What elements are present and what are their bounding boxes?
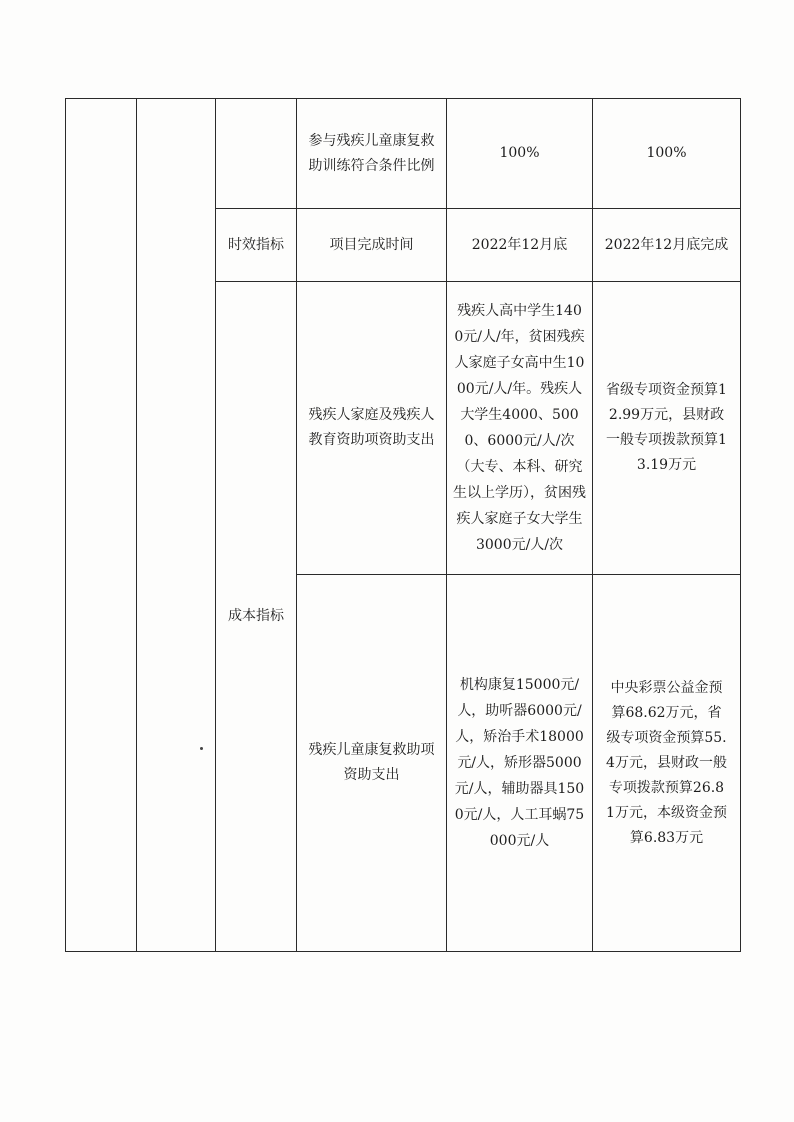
actual-value-cell: 100% [593,99,741,209]
category-cell: 时效指标 [216,209,297,282]
table-row [66,99,741,209]
indicator-name-cell: 残疾人家庭及残疾人教育资助项资助支出 [297,282,447,575]
actual-value-cell: 中央彩票公益金预算68.62万元，省级专项资金预算55.4万元，县财政一般专项拨款预算26.81万元，本级资金预算6.83万元 [593,575,741,952]
level2-cell [137,99,216,952]
actual-value-cell: 省级专项资金预算12.99万元，县财政一般专项拨款预算13.19万元 [593,282,741,575]
level3-cell [216,99,297,209]
indicator-name-cell: 参与残疾儿童康复救助训练符合条件比例 [297,99,447,209]
performance-indicator-table [65,98,741,952]
target-value-cell: 2022年12月底 [447,209,593,282]
indicator-name-cell: 项目完成时间 [297,209,447,282]
level1-cell [66,99,137,952]
target-value-cell: 100% [447,99,593,209]
target-value-cell: 残疾人高中学生1400元/人/年，贫困残疾人家庭子女高中生1000元/人/年。残疾人大学生4000、5000、6000元/人/次（大专、本科、研究生以上学历），贫困残疾人家庭子女大学生3000元/人/次 [447,282,593,575]
actual-value-cell: 2022年12月底完成 [593,209,741,282]
indicator-name-cell: 残疾儿童康复救助项资助支出 [297,575,447,952]
target-value-cell: 机构康复15000元/人，助听器6000元/人，矫治手术18000元/人，矫形器5000元/人，辅助器具1500元/人，人工耳蜗75000元/人 [447,575,593,952]
category-cell: 成本指标 [216,282,297,952]
scan-dot [200,747,203,750]
